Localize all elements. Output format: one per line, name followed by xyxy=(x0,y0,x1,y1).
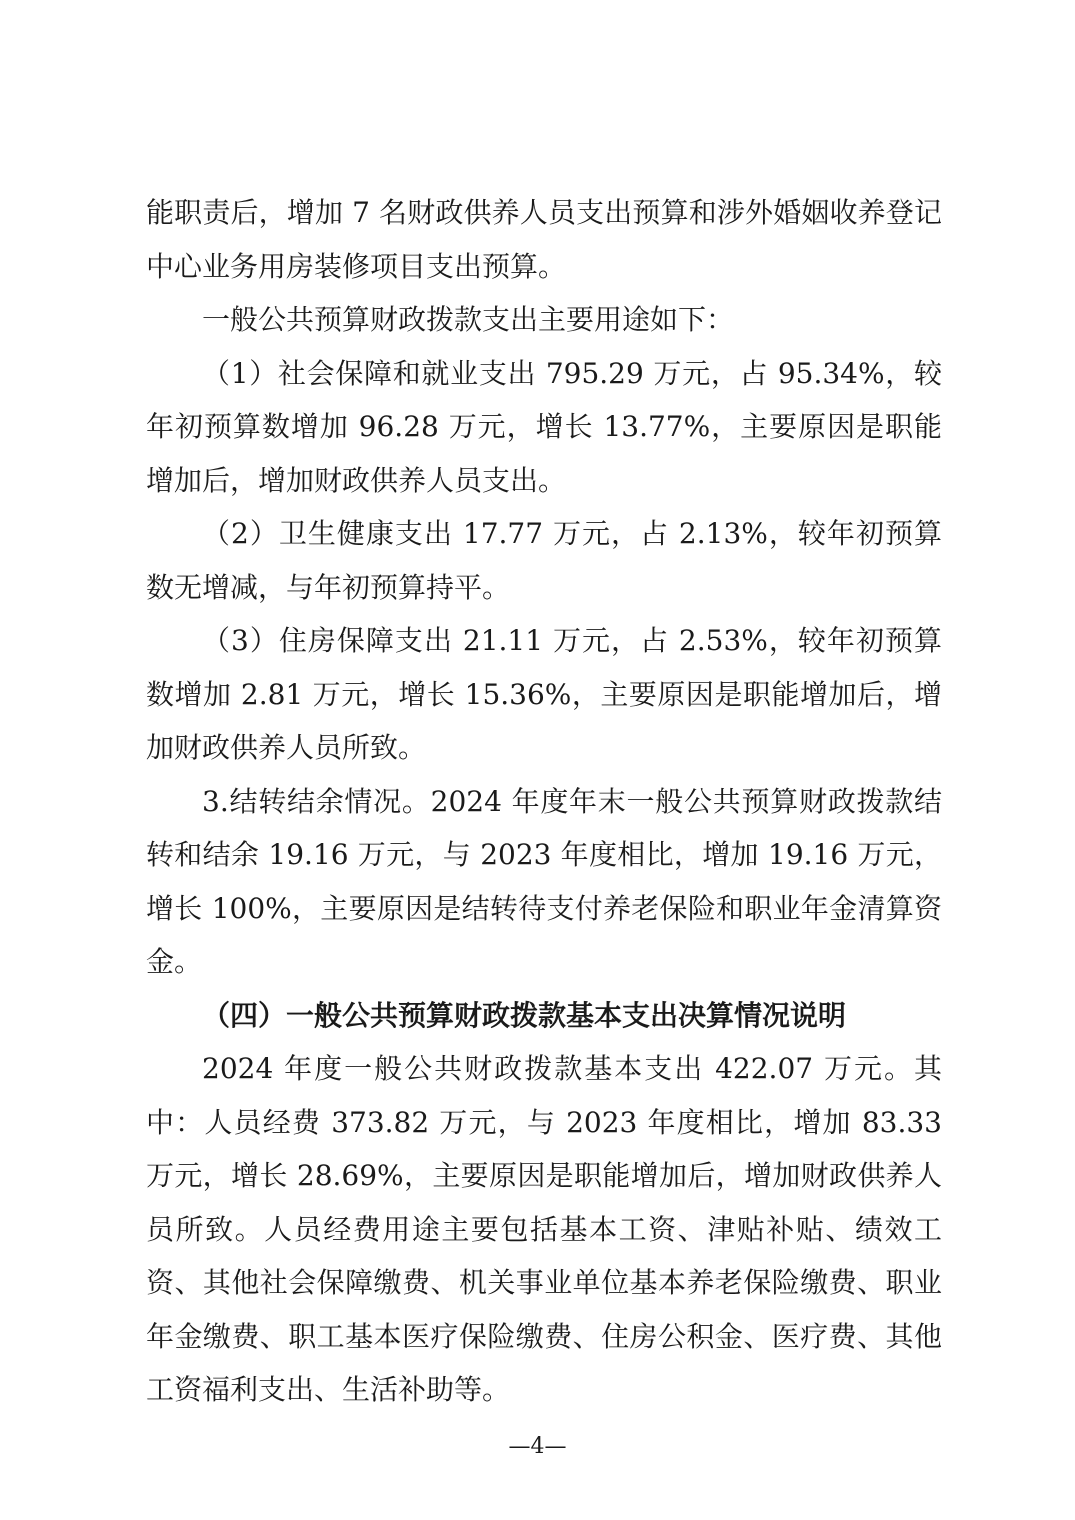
paragraph-expenditure-intro: 一般公共预算财政拨款支出主要用途如下： xyxy=(202,303,735,336)
body-text xyxy=(146,186,942,1417)
page-number: —4— xyxy=(508,1434,567,1459)
paragraph-basic-expenditure: 2024 年度一般公共财政拨款基本支出 422.07 万元。其中：人员经费 373.82 万元，与 2023 年度相比，增加 83.33 万元，增长 28.69%，主要原因是职能增加后，增加财政供养人员所致。人员经费用途主要包括基本工资、津贴补贴、绩效工资、其他社会保障缴费、机关事业单位基本养老保险缴费、职业年金缴费、职工基本医疗保险缴费、住房公积金、医疗费、其他工资福利支出、生活补助等。 xyxy=(146,1052,942,1406)
paragraph-carryover: 3.结转结余情况。2024 年度年末一般公共预算财政拨款结转和结余 19.16 万元，与 2023 年度相比，增加 19.16 万元，增长 100%，主要原因是结转待支付养老保险和职业年金清算资金。 xyxy=(146,784,942,978)
section-heading-basic-expenditure: （四）一般公共预算财政拨款基本支出决算情况说明 xyxy=(202,998,847,1032)
paragraph-health: （2）卫生健康支出 17.77 万元，占 2.13%，较年初预算数无增减，与年初预算持平。 xyxy=(146,517,942,604)
paragraph-housing: （3）住房保障支出 21.11 万元，占 2.53%，较年初预算数增加 2.81 万元，增长 15.36%，主要原因是职能增加后，增加财政供养人员所致。 xyxy=(146,624,942,764)
paragraph-social-security: （1）社会保障和就业支出 795.29 万元，占 95.34%，较年初预算数增加 96.28 万元，增长 13.77%，主要原因是职能增加后，增加财政供养人员支出。 xyxy=(146,356,942,497)
paragraph-continuation: 能职责后，增加 7 名财政供养人员支出预算和涉外婚姻收养登记中心业务用房装修项目支出预算。 xyxy=(146,196,942,283)
